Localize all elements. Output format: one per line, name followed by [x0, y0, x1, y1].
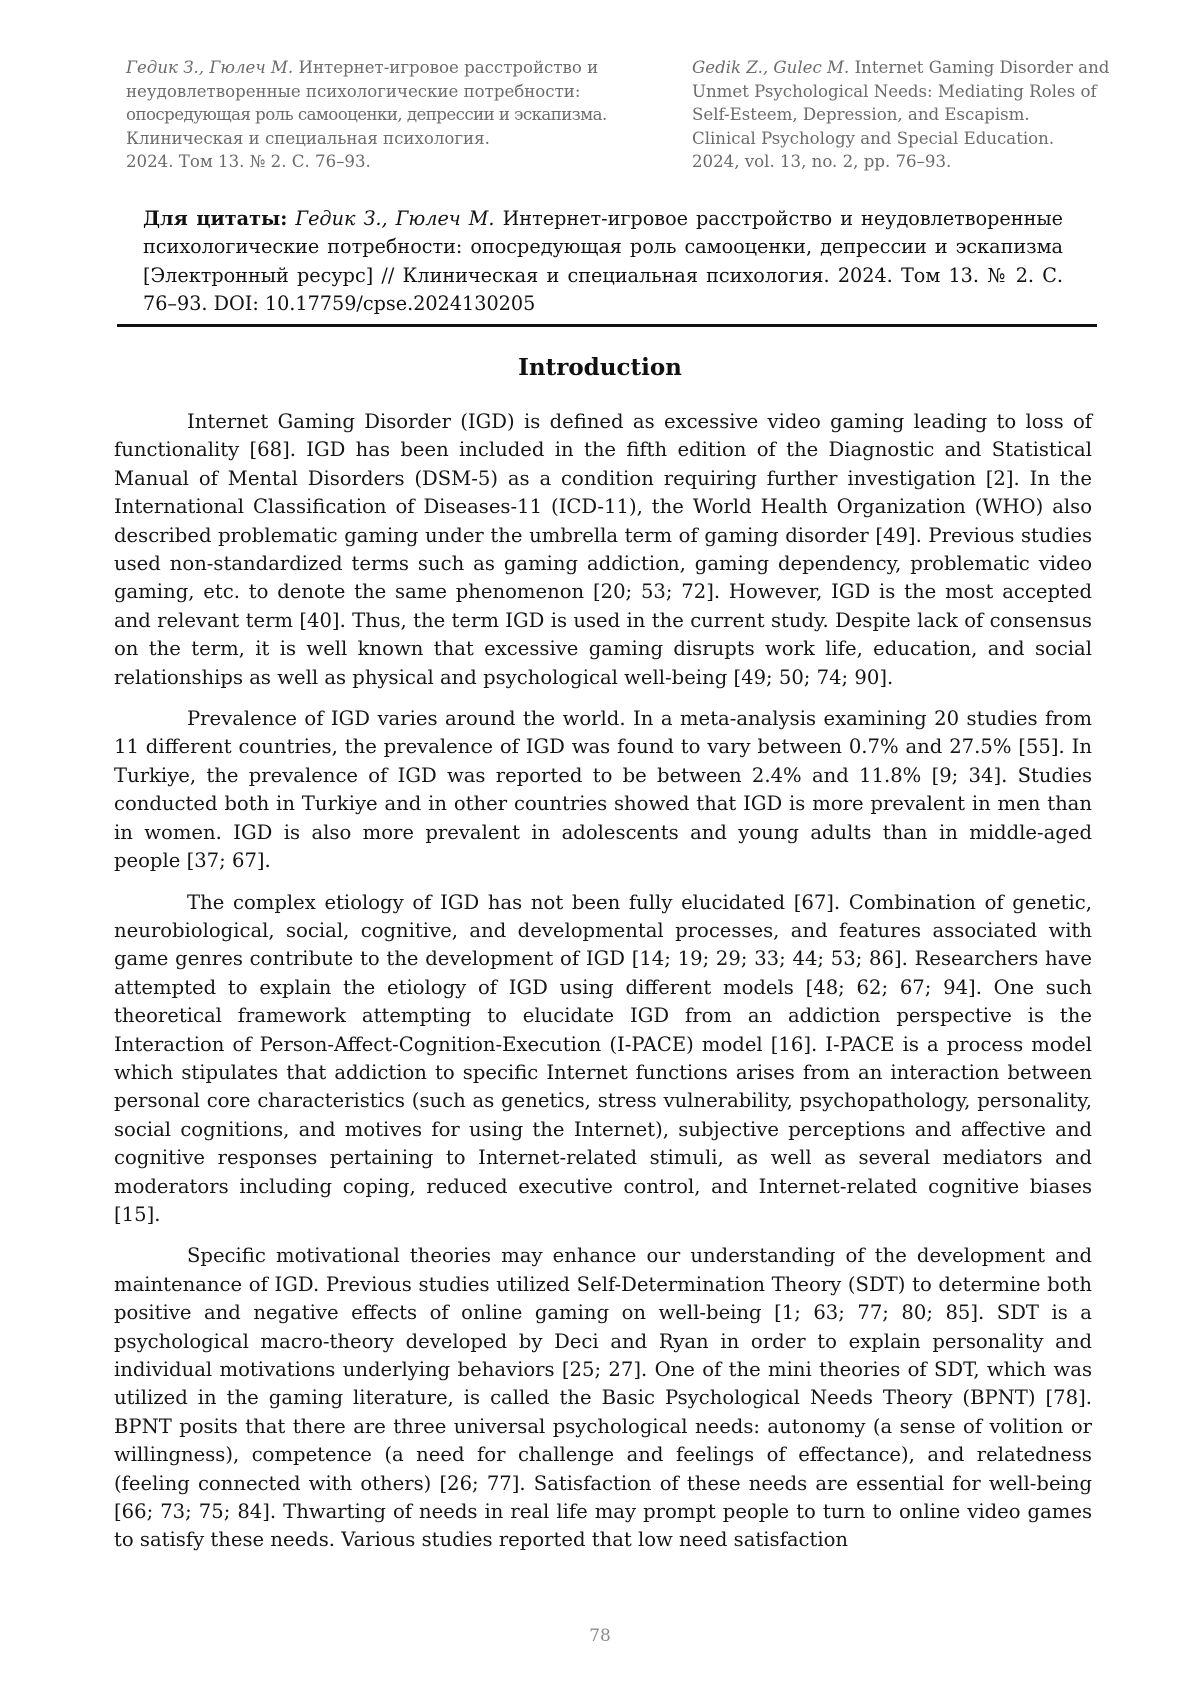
header-en-authors: Gedik Z., Gulec M. — [692, 58, 850, 77]
header-russian — [126, 56, 607, 174]
citation-authors: Гедик З., Гюлеч М. — [295, 207, 495, 230]
header-ru-line: Интернет-игровое расстройство и — [298, 58, 599, 77]
citation-divider — [117, 324, 1097, 327]
header-ru-line: опосредующая роль самооценки, депрессии и эскапизма. — [126, 105, 607, 125]
body-paragraph: Prevalence of IGD varies around the world. In a meta-analysis examining 20 studies from 11 different countries, the prevalence of IGD was found to vary between 0.7% and 27.5% [55]. In Turkiye, the prevalence of IGD was reported to be between 2.4% and 11.8% [9; 34]. Studies conducted both in Turkiye and in other countries showed that IGD is more prevalent in men than in women. IGD is also more prevalent in adolescents and young adults than in middle-aged people [37; 67]. — [114, 707, 1092, 873]
citation-label: Для цитаты: — [143, 207, 288, 230]
header-en-line: 2024, vol. 13, no. 2, pp. 76–93. — [692, 152, 952, 172]
header-en-line: Unmet Psychological Needs: Mediating Roles of — [692, 81, 1097, 101]
section-heading: Introduction — [518, 354, 682, 381]
article-body — [114, 408, 1092, 1568]
running-header — [126, 56, 1110, 176]
header-en-line: Clinical Psychology and Special Education. — [692, 128, 1055, 148]
page-number: 78 — [589, 1626, 611, 1646]
header-ru-line: неудовлетворенные психологические потребности: — [126, 81, 581, 101]
header-ru-line: 2024. Том 13. № 2. С. 76–93. — [126, 152, 371, 172]
header-ru-authors: Гедик З., Гюлеч М. — [126, 58, 294, 77]
header-english — [692, 56, 1110, 174]
header-ru-line: Клиническая и специальная психология. — [126, 128, 490, 148]
citation-text: Интернет-игровое расстройство и неудовлетворенные психологические потребности: опосредующая роль самооценки, депрессии и эскапизма [Электронный ресурс] // Клиническая и специальная психология. 2024. Том 13. № 2. С. 76–93. DOI: 10.17759/cpse.2024130205 — [143, 207, 1063, 316]
body-paragraph: The complex etiology of IGD has not been fully elucidated [67]. Combination of genetic, neurobiological, social, cognitive, and developmental processes, and features associated with game genres contribute to the development of IGD [14; 19; 29; 33; 44; 53; 86]. Researchers have attempted to explain the etiology of IGD using different models [48; 62; 67; 94]. One such theoretical framework attempting to elucidate IGD from an addiction perspective is the Interaction of Person-Affect-Cognition-Execution (I-PACE) model [16]. I-PACE is a process model which stipulates that addiction to specific Internet functions arises from an interaction between personal core characteristics (such as genetics, stress vulnerability, psychopathology, personality, social cognitions, and motives for using the Internet), subjective perceptions and affective and cognitive responses pertaining to Internet-related stimuli, as well as several mediators and moderators including coping, reduced executive control, and Internet-related cognitive biases [15]. — [114, 890, 1092, 1226]
header-en-line: Internet Gaming Disorder and — [854, 58, 1110, 77]
body-paragraph: Specific motivational theories may enhance our understanding of the development and maintenance of IGD. Previous studies utilized Self-Determination Theory (SDT) to determine both positive and negative effects of online gaming on well-being [1; 63; 77; 80; 85]. SDT is a psychological macro-theory developed by Deci and Ryan in order to explain personality and individual motivations underlying behaviors [25; 27]. One of the mini theories of SDT, which was utilized in the gaming literature, is called the Basic Psychological Needs Theory (BPNT) [78]. BPNT posits that there are three universal psychological needs: autonomy (a sense of volition or willingness), competence (a need for challenge and feelings of effectance), and relatedness (feeling connected with others) [26; 77]. Satisfaction of these needs are essential for well-being [66; 73; 75; 84]. Thwarting of needs in real life may prompt people to turn to online video games to satisfy these needs. Various studies reported that low need satisfaction — [114, 1244, 1092, 1552]
header-en-line: Self-Esteem, Depression, and Escapism. — [692, 105, 1030, 125]
citation-block — [143, 205, 1063, 319]
body-paragraph: Internet Gaming Disorder (IGD) is defined as excessive video gaming leading to loss of functionality [68]. IGD has been included in the fifth edition of the Diagnostic and Statistical Manual of Mental Disorders (DSM-5) as a condition requiring further investigation [2]. In the International Classification of Diseases-11 (ICD-11), the World Health Organization (WHO) also described problematic gaming under the umbrella term of gaming disorder [49]. Previous studies used non-standardized terms such as gaming addiction, gaming dependency, problematic video gaming, etc. to denote the same phenomenon [20; 53; 72]. However, IGD is the most accepted and relevant term [40]. Thus, the term IGD is used in the current study. Despite lack of consensus on the term, it is well known that excessive gaming disrupts work life, education, and social relationships as well as physical and psychological well-being [49; 50; 74; 90]. — [114, 410, 1092, 689]
